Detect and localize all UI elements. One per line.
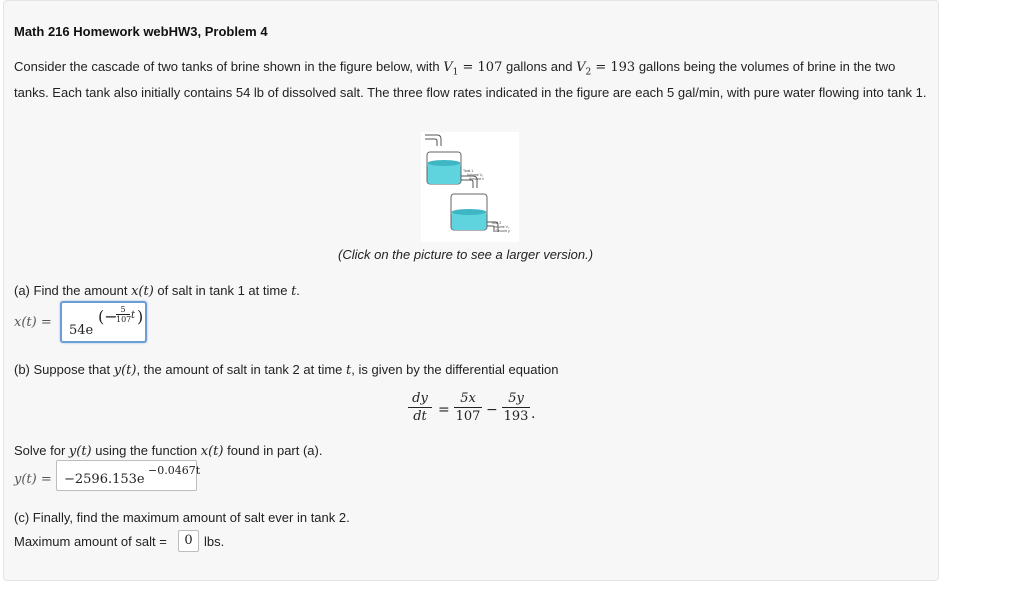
eq-5x-over-107: 5x 107 (455, 391, 481, 424)
eq-dydt: dy dt (408, 391, 432, 424)
part-a-lhs: x(t) = (14, 315, 52, 330)
part-c-unit: lbs. (204, 534, 225, 549)
eq-5y-over-193: 5y 193 (503, 391, 529, 424)
part-b-question: (b) Suppose that y(t), the amount of salt in tank 2 at time t, is given by the differential equation (14, 362, 559, 378)
figure-caption: (Click on the picture to see a larger version.) (338, 247, 594, 262)
part-b-answer-field[interactable] (56, 460, 201, 491)
tank-diagram (421, 132, 519, 242)
tank-2-label: Tank 2 (491, 221, 502, 225)
part-a-question: (a) Find the amount x(t) of salt in tank 1 at time t. (14, 283, 300, 299)
part-c-question: (c) Finally, find the maximum amount of salt ever in tank 2. (14, 510, 350, 525)
eq-period: . (531, 406, 536, 422)
part-a-answer-field[interactable]: 54e (− 5 107 t ) (60, 301, 147, 343)
tank-1-brine (428, 163, 461, 184)
tank-cascade-figure[interactable] (421, 132, 519, 242)
part-b-solve-prompt: Solve for y(t) using the function x(t) found in part (a). (14, 443, 323, 459)
part-a-exp-open: (− (98, 307, 118, 326)
problem-intro: Consider the cascade of two tanks of brine shown in the figure below, with $V_1 = 107$ gallons and $V_2 = 193$ gallons being the volumes of brine in the two tanks. Each tank also initially contains 54 lb of dissolved salt. The three flow rates indicated in the figure are each 5 gal/min, with pure water flowing into tank 1. (14, 59, 927, 100)
tank-2-volume: Volume V₂ (493, 225, 510, 229)
part-a-exp-frac: 5 107 (116, 305, 132, 324)
part-c-answer-field[interactable]: 0 (178, 530, 199, 552)
tank-1-volume: Volume V₁ (467, 173, 484, 177)
tank-2-amount: Amount y (495, 229, 510, 233)
eq-minus: − (486, 402, 498, 418)
part-b-answer-base: −2596.153e (64, 472, 145, 487)
part-b-answer-exp: −0.0467t (148, 464, 201, 477)
part-c-label: Maximum amount of salt = (14, 534, 167, 549)
eq-equals: = (438, 402, 450, 418)
problem-title: Math 216 Homework webHW3, Problem 4 (14, 24, 268, 39)
part-b-lhs: y(t) = (14, 472, 52, 487)
tank-1-label: Tank 1 (463, 169, 474, 173)
part-a-answer-coef: 54e (69, 323, 94, 338)
tank-1-amount: Amount x (469, 177, 484, 181)
